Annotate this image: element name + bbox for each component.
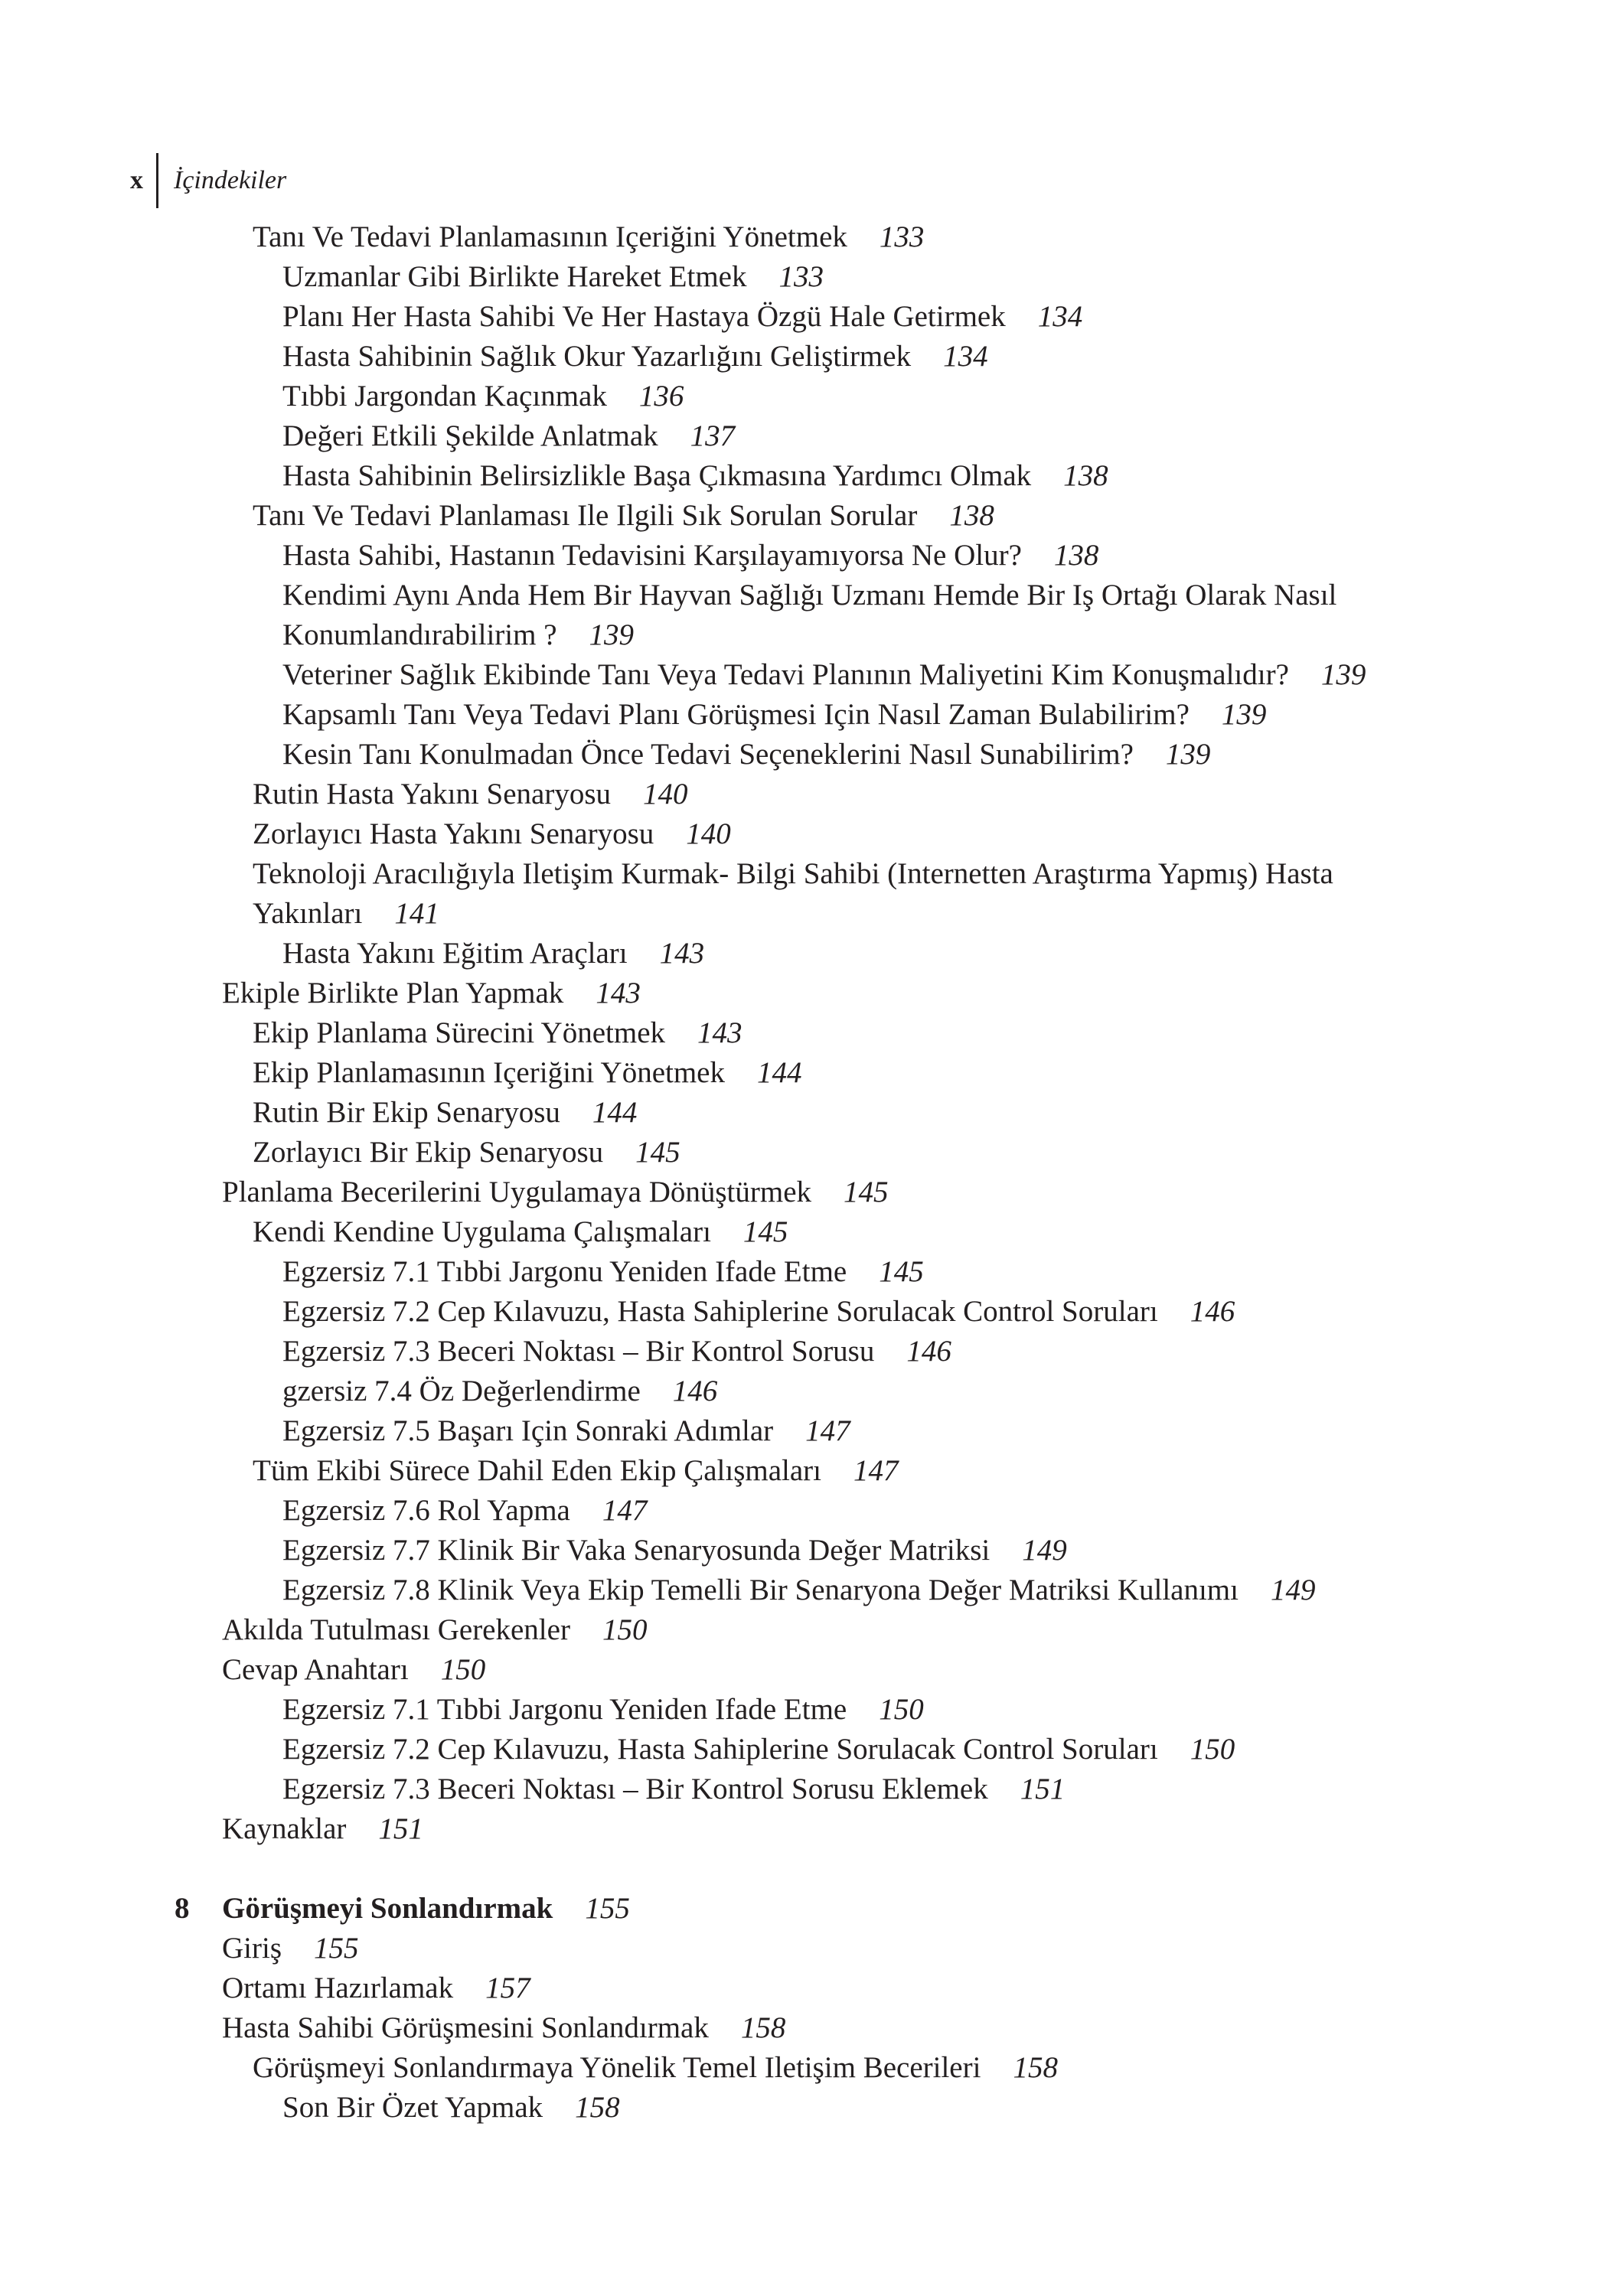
toc-entry [0, 456, 1609, 496]
toc-entry-page-number: 140 [686, 817, 731, 850]
toc-entry [0, 854, 1609, 894]
toc-entry-page-number: 147 [602, 1494, 648, 1527]
toc-entry [0, 1371, 1609, 1411]
toc-entry-title: Tüm Ekibi Sürece Dahil Eden Ekip Çalışmaları [253, 1454, 821, 1487]
toc-entry-page-number: 150 [879, 1693, 924, 1726]
toc-entry-page-number: 145 [742, 1215, 788, 1248]
toc-entry [0, 1690, 1609, 1730]
toc-entry [0, 615, 1609, 655]
toc-entry [0, 1570, 1609, 1610]
toc-entry-title: Veteriner Sağlık Ekibinde Tanı Veya Tedavi Planının Maliyetini Kim Konuşmalıdır? [282, 658, 1289, 691]
toc-entry-title: Planı Her Hasta Sahibi Ve Her Hastaya Özgü Hale Getirmek [282, 300, 1006, 333]
toc-entry-page-number: 158 [575, 2091, 620, 2124]
table-of-contents [0, 217, 1609, 2128]
header-rule [156, 153, 158, 208]
toc-entry-page-number: 149 [1270, 1574, 1316, 1606]
toc-entry-page-number: 137 [690, 419, 736, 452]
toc-entry [0, 1053, 1609, 1093]
toc-entry-title: Kendimi Aynı Anda Hem Bir Hayvan Sağlığı Uzmanı Hemde Bir Iş Ortağı Olarak Nasıl [282, 579, 1337, 612]
toc-entry-title: Hasta Sahibi Görüşmesini Sonlandırmak [222, 2011, 709, 2044]
toc-entry-page-number: 138 [1063, 459, 1108, 492]
toc-entry-page-number: 133 [778, 260, 824, 293]
toc-entry-title: Hasta Sahibinin Belirsizlikle Başa Çıkmasına Yardımcı Olmak [282, 459, 1032, 492]
toc-entry [0, 1292, 1609, 1332]
toc-entry-title: Tıbbi Jargondan Kaçınmak [282, 380, 607, 413]
toc-entry [0, 377, 1609, 416]
toc-entry [0, 1451, 1609, 1491]
toc-entry [0, 1610, 1609, 1650]
toc-entry-page-number: 146 [672, 1375, 718, 1407]
toc-entry-page-number: 134 [1037, 300, 1083, 333]
toc-entry-title: Ekiple Birlikte Plan Yapmak [222, 977, 564, 1009]
toc-entry [0, 1013, 1609, 1053]
toc-entry-page-number: 139 [589, 618, 635, 651]
toc-entry-title: Değeri Etkili Şekilde Anlatmak [282, 419, 658, 452]
toc-entry-page-number: 134 [943, 340, 988, 373]
toc-entry [0, 1968, 1609, 2008]
toc-entry-page-number: 133 [879, 220, 925, 253]
chapter-entry [0, 1889, 1609, 1929]
toc-entry-title: Kapsamlı Tanı Veya Tedavi Planı Görüşmesi Için Nasıl Zaman Bulabilirim? [282, 698, 1190, 731]
toc-entry-title: Cevap Anahtarı [222, 1653, 409, 1686]
toc-entry [0, 974, 1609, 1013]
toc-entry-title: Görüşmeyi Sonlandırmak [222, 1892, 553, 1925]
toc-entry-title: Egzersiz 7.2 Cep Kılavuzu, Hasta Sahiplerine Sorulacak Control Soruları [282, 1295, 1158, 1328]
toc-entry-page-number: 145 [879, 1255, 924, 1288]
toc-entry [0, 695, 1609, 735]
toc-entry-page-number: 143 [697, 1016, 742, 1049]
toc-entry [0, 576, 1609, 615]
toc-entry [0, 1411, 1609, 1451]
page-folio: x [130, 166, 143, 194]
toc-entry [0, 337, 1609, 377]
toc-entry-page-number: 138 [1053, 539, 1099, 572]
toc-entry-page-number: 146 [906, 1335, 951, 1368]
toc-entry-page-number: 150 [602, 1613, 648, 1646]
toc-entry [0, 257, 1609, 297]
toc-entry-page-number: 144 [592, 1096, 638, 1129]
toc-entry-title: Konumlandırabilirim ? [282, 618, 557, 651]
toc-entry [0, 814, 1609, 854]
toc-entry-page-number: 141 [394, 897, 439, 930]
toc-entry-title: Planlama Becerilerini Uygulamaya Dönüştürmek [222, 1176, 812, 1208]
toc-entry-page-number: 151 [378, 1812, 423, 1845]
toc-entry-page-number: 140 [643, 778, 688, 810]
toc-entry [0, 536, 1609, 576]
toc-entry-title: gzersiz 7.4 Öz Değerlendirme [282, 1375, 641, 1407]
toc-entry-page-number: 143 [596, 977, 641, 1009]
toc-entry [0, 1809, 1609, 1849]
toc-entry-page-number: 146 [1190, 1295, 1235, 1328]
toc-entry-page-number: 145 [635, 1136, 680, 1169]
toc-entry [0, 934, 1609, 974]
toc-entry [0, 297, 1609, 337]
toc-entry [0, 496, 1609, 536]
toc-entry-title: Görüşmeyi Sonlandırmaya Yönelik Temel Iletişim Becerileri [253, 2051, 981, 2084]
toc-entry-title: Son Bir Özet Yapmak [282, 2091, 543, 2124]
toc-entry [0, 1133, 1609, 1172]
toc-entry [0, 1093, 1609, 1133]
toc-entry-page-number: 143 [659, 937, 705, 970]
toc-entry [0, 217, 1609, 257]
toc-entry-page-number: 157 [485, 1971, 530, 2004]
toc-entry [0, 1769, 1609, 1809]
toc-entry-title: Kesin Tanı Konulmadan Önce Tedavi Seçeneklerini Nasıl Sunabilirim? [282, 738, 1134, 771]
toc-entry-title: Uzmanlar Gibi Birlikte Hareket Etmek [282, 260, 747, 293]
toc-entry-page-number: 139 [1221, 698, 1267, 731]
toc-entry-title: Hasta Sahibinin Sağlık Okur Yazarlığını Geliştirmek [282, 340, 912, 373]
toc-entry [0, 1531, 1609, 1570]
toc-entry-page-number: 150 [1190, 1733, 1235, 1766]
toc-entry-page-number: 158 [1013, 2051, 1058, 2084]
toc-entry [0, 2008, 1609, 2048]
toc-entry-page-number: 136 [638, 380, 684, 413]
toc-entry [0, 2048, 1609, 2088]
toc-entry [0, 735, 1609, 775]
toc-entry-title: Ortamı Hazırlamak [222, 1971, 454, 2004]
toc-entry-page-number: 155 [314, 1932, 359, 1965]
toc-entry [0, 1172, 1609, 1212]
toc-entry [0, 1332, 1609, 1371]
toc-entry [0, 1491, 1609, 1531]
toc-entry-title: Hasta Sahibi, Hastanın Tedavisini Karşılayamıyorsa Ne Olur? [282, 539, 1022, 572]
toc-entry [0, 655, 1609, 695]
running-section-title: İçindekiler [174, 166, 287, 194]
toc-entry [0, 416, 1609, 456]
toc-entry [0, 775, 1609, 814]
toc-entry-page-number: 145 [844, 1176, 889, 1208]
chapter-number: 8 [175, 1892, 190, 1925]
toc-entry-title: Egzersiz 7.3 Beceri Noktası – Bir Kontrol Sorusu Eklemek [282, 1773, 988, 1805]
toc-entry-title: Egzersiz 7.1 Tıbbi Jargonu Yeniden Ifade Etme [282, 1255, 847, 1288]
toc-entry-title: Ekip Planlama Sürecini Yönetmek [253, 1016, 666, 1049]
toc-entry-title: Ekip Planlamasının Içeriğini Yönetmek [253, 1056, 725, 1089]
toc-entry-page-number: 139 [1165, 738, 1211, 771]
toc-entry [0, 1929, 1609, 1968]
toc-entry-title: Egzersiz 7.7 Klinik Bir Vaka Senaryosunda Değer Matriksi [282, 1534, 991, 1567]
toc-entry-title: Kendi Kendine Uygulama Çalışmaları [253, 1215, 711, 1248]
toc-entry-title: Zorlayıcı Bir Ekip Senaryosu [253, 1136, 604, 1169]
toc-entry-title: Egzersiz 7.6 Rol Yapma [282, 1494, 570, 1527]
toc-entry-title: Akılda Tutulması Gerekenler [222, 1613, 570, 1646]
toc-entry [0, 1252, 1609, 1292]
toc-entry-title: Rutin Hasta Yakını Senaryosu [253, 778, 611, 810]
running-head [130, 153, 286, 208]
toc-entry-title: Tanı Ve Tedavi Planlaması Ile Ilgili Sık Sorulan Sorular [253, 499, 918, 532]
toc-entry-page-number: 149 [1022, 1534, 1067, 1567]
toc-entry-page-number: 155 [585, 1892, 630, 1925]
toc-entry-page-number: 147 [805, 1414, 850, 1447]
toc-entry-page-number: 158 [740, 2011, 786, 2044]
toc-entry-page-number: 144 [757, 1056, 802, 1089]
toc-entry-title: Rutin Bir Ekip Senaryosu [253, 1096, 560, 1129]
toc-entry-title: Egzersiz 7.2 Cep Kılavuzu, Hasta Sahiplerine Sorulacak Control Soruları [282, 1733, 1158, 1766]
toc-entry [0, 1730, 1609, 1769]
toc-entry [0, 1212, 1609, 1252]
toc-entry [0, 894, 1609, 934]
toc-entry-title: Tanı Ve Tedavi Planlamasının Içeriğini Yönetmek [253, 220, 847, 253]
toc-entry-title: Yakınları [253, 897, 363, 930]
toc-entry-page-number: 139 [1320, 658, 1366, 691]
toc-entry [0, 2088, 1609, 2128]
toc-entry-title: Egzersiz 7.8 Klinik Veya Ekip Temelli Bir Senaryona Değer Matriksi Kullanımı [282, 1574, 1239, 1606]
toc-entry-title: Giriş [222, 1932, 282, 1965]
toc-entry-page-number: 151 [1020, 1773, 1066, 1805]
toc-entry-title: Teknoloji Aracılığıyla Iletişim Kurmak- Bilgi Sahibi (Internetten Araştırma Yapmış) Hasta [253, 857, 1333, 890]
toc-entry [0, 1650, 1609, 1690]
toc-entry-title: Kaynaklar [222, 1812, 347, 1845]
toc-entry-title: Egzersiz 7.5 Başarı Için Sonraki Adımlar [282, 1414, 774, 1447]
toc-entry-page-number: 147 [853, 1454, 899, 1487]
toc-entry-title: Hasta Yakını Eğitim Araçları [282, 937, 628, 970]
toc-entry-title: Egzersiz 7.3 Beceri Noktası – Bir Kontrol Sorusu [282, 1335, 875, 1368]
toc-entry-title: Egzersiz 7.1 Tıbbi Jargonu Yeniden Ifade Etme [282, 1693, 847, 1726]
toc-entry-title: Zorlayıcı Hasta Yakını Senaryosu [253, 817, 654, 850]
toc-entry-page-number: 138 [949, 499, 994, 532]
toc-entry-page-number: 150 [440, 1653, 486, 1686]
